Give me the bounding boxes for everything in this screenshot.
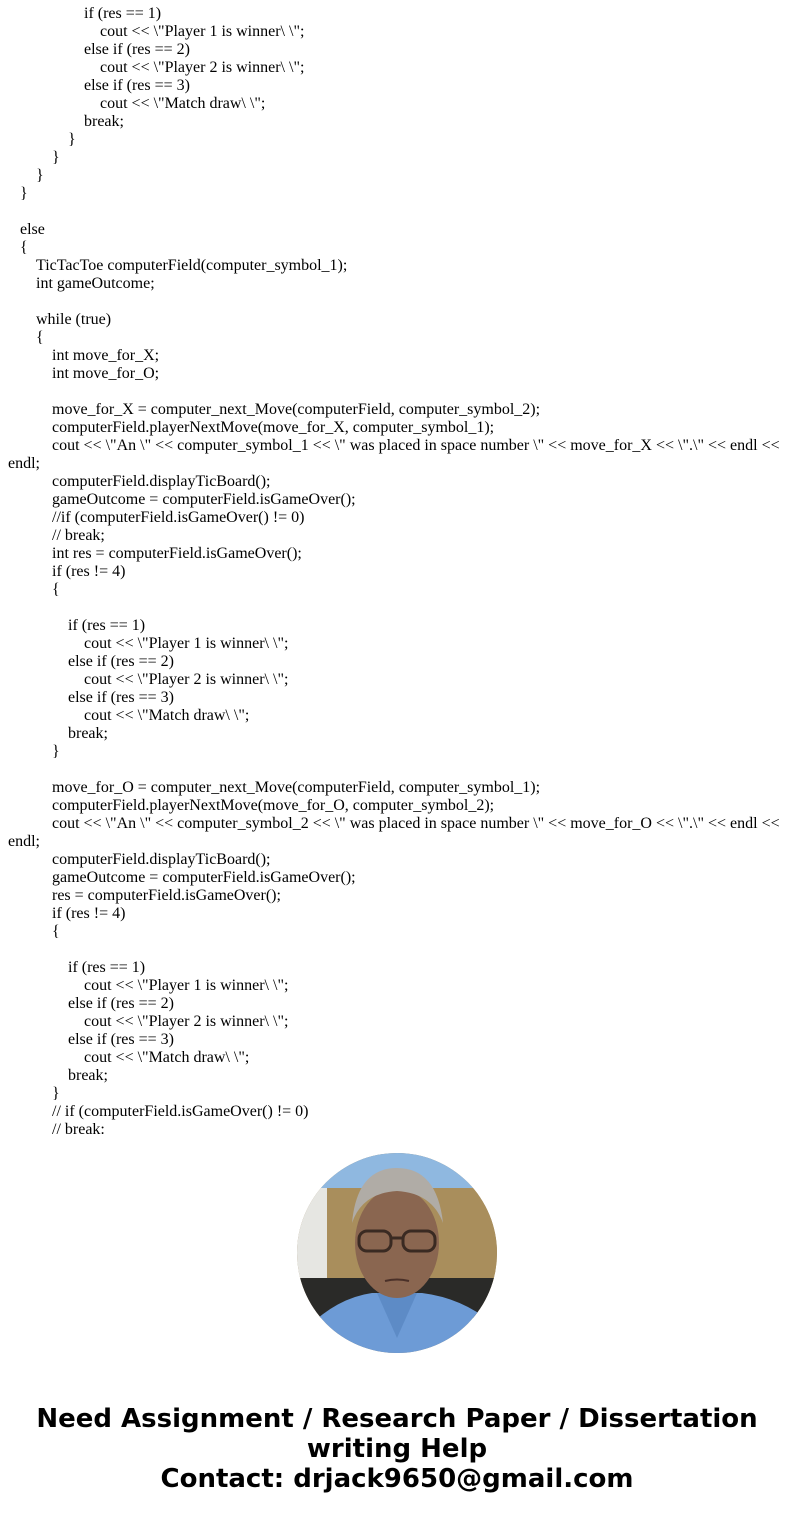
code-line: if (res != 4) — [52, 905, 126, 922]
code-line: // break; — [52, 527, 105, 544]
code-line: computerField.displayTicBoard(); — [52, 851, 271, 868]
code-line: if (res == 1) — [84, 5, 162, 22]
code-line: { — [36, 329, 44, 346]
code-line: cout << \"An \" << computer_symbol_2 << \" was placed in space number \" << move_for_O << \".\" << endl << endl; — [8, 815, 780, 850]
code-line: while (true) — [36, 311, 112, 328]
code-listing — [0, 5, 786, 1139]
code-line: else if (res == 3) — [68, 1031, 175, 1048]
code-line: { — [52, 923, 60, 940]
code-line: int res = computerField.isGameOver(); — [52, 545, 302, 562]
code-line: if (res != 4) — [52, 563, 126, 580]
code-line: cout << \"Player 2 is winner\ \"; — [84, 1013, 289, 1030]
code-line: break; — [84, 113, 124, 130]
code-line — [0, 761, 786, 779]
code-line: cout << \"Player 1 is winner\ \"; — [84, 977, 289, 994]
code-line: computerField.playerNextMove(move_for_X, computer_symbol_1); — [52, 419, 495, 436]
code-line: else if (res == 2) — [68, 995, 175, 1012]
code-line: cout << \"Player 2 is winner\ \"; — [100, 59, 305, 76]
code-line: int gameOutcome; — [36, 275, 155, 292]
author-avatar — [297, 1153, 497, 1353]
promo-banner — [0, 1404, 794, 1494]
code-line: cout << \"Player 2 is winner\ \"; — [84, 671, 289, 688]
code-line: else if (res == 2) — [68, 653, 175, 670]
code-line: TicTacToe computerField(computer_symbol_1); — [36, 257, 348, 274]
code-line: move_for_X = computer_next_Move(computerField, computer_symbol_2); — [52, 401, 541, 418]
code-line: break; — [68, 1067, 108, 1084]
code-line: //if (computerField.isGameOver() != 0) — [52, 509, 305, 526]
promo-line-2: writing Help — [306, 1434, 488, 1464]
code-line: move_for_O = computer_next_Move(computerField, computer_symbol_1); — [52, 779, 541, 796]
code-line: cout << \"Match draw\ \"; — [100, 95, 266, 112]
code-line: else if (res == 3) — [84, 77, 191, 94]
code-line: computerField.displayTicBoard(); — [52, 473, 271, 490]
code-line: } — [68, 131, 76, 148]
code-line: // if (computerField.isGameOver() != 0) — [52, 1103, 309, 1120]
code-line: else if (res == 2) — [84, 41, 191, 58]
code-line: if (res == 1) — [68, 959, 146, 976]
code-line: int move_for_X; — [52, 347, 160, 364]
code-line: res = computerField.isGameOver(); — [52, 887, 281, 904]
code-line: cout << \"Match draw\ \"; — [84, 707, 250, 724]
code-line: gameOutcome = computerField.isGameOver(); — [52, 491, 356, 508]
code-line: cout << \"Player 1 is winner\ \"; — [84, 635, 289, 652]
code-line: } — [36, 167, 44, 184]
code-line — [0, 383, 786, 401]
code-line: { — [52, 581, 60, 598]
code-line: { — [20, 239, 28, 256]
promo-contact: Contact: drjack9650@gmail.com — [160, 1464, 634, 1494]
code-line: } — [52, 149, 60, 166]
code-line — [0, 941, 786, 959]
code-line: cout << \"An \" << computer_symbol_1 << \" was placed in space number \" << move_for_X << \".\" << endl << endl; — [8, 437, 780, 472]
code-line: cout << \"Player 1 is winner\ \"; — [100, 23, 305, 40]
code-line: if (res == 1) — [68, 617, 146, 634]
code-line: computerField.playerNextMove(move_for_O, computer_symbol_2); — [52, 797, 495, 814]
code-line: // break: — [52, 1121, 105, 1138]
code-line — [0, 599, 786, 617]
code-line: break; — [68, 725, 108, 742]
promo-line-1: Need Assignment / Research Paper / Dissertation — [36, 1404, 758, 1434]
code-line: int move_for_O; — [52, 365, 160, 382]
code-line: gameOutcome = computerField.isGameOver(); — [52, 869, 356, 886]
code-line — [0, 203, 786, 221]
code-line: } — [20, 185, 28, 202]
code-line — [0, 293, 786, 311]
code-line: else — [20, 221, 45, 238]
code-line: else if (res == 3) — [68, 689, 175, 706]
code-line: } — [52, 1085, 60, 1102]
code-line: } — [52, 743, 60, 760]
code-line: cout << \"Match draw\ \"; — [84, 1049, 250, 1066]
